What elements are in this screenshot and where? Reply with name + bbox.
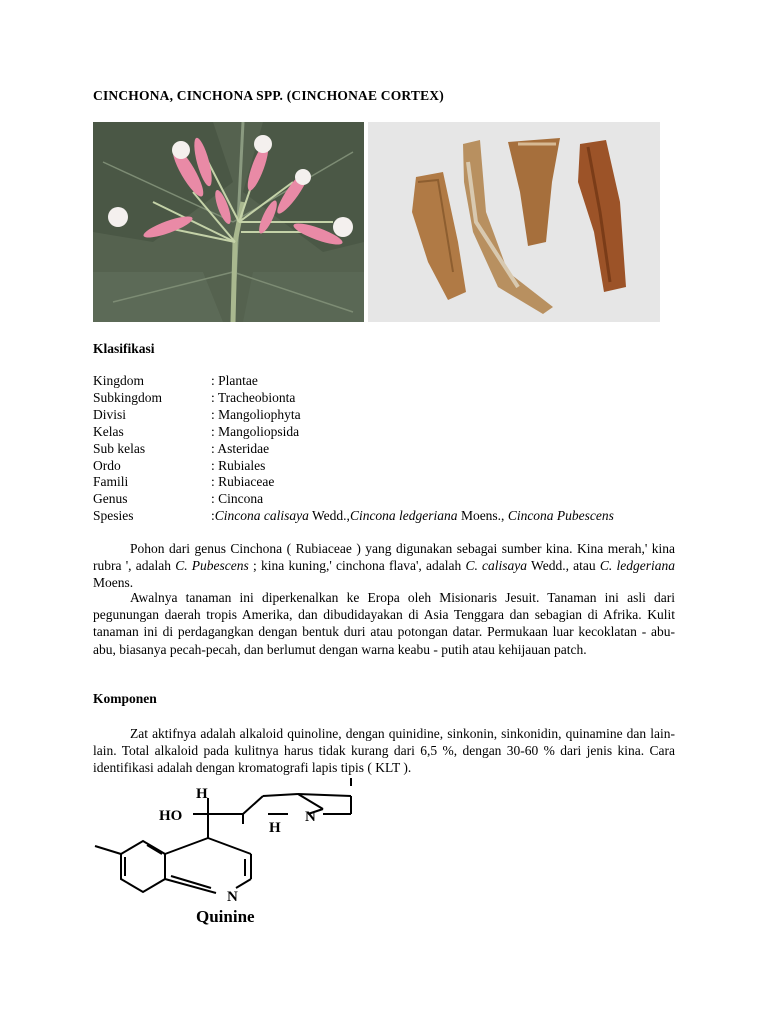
structure-caption: Quinine: [196, 907, 255, 926]
classification-label: Ordo: [93, 457, 121, 473]
classification-label: Kingdom: [93, 373, 145, 388]
classification-label: Divisi: [93, 406, 127, 422]
classification-value: : Mangoliophyta: [211, 406, 301, 422]
para-text: ; kina kuning,' cinchona flava', adalah: [248, 558, 466, 574]
classification-row: [93, 424, 693, 441]
species-authority: Wedd.,: [308, 508, 350, 524]
classification-row: [93, 390, 693, 407]
species-row: [93, 508, 693, 525]
species-prefix: :: [211, 508, 215, 524]
classification-value: : Mangoliopsida: [211, 423, 300, 439]
paragraph-cinchona-description: [93, 540, 675, 592]
para-text: Awalnya tanaman ini diperkenalkan ke Eropa oleh Misionaris Jesuit. Tanaman ini asli dari pegunungan daerah tropis Amerika, dan dibudidayakan di Asia Tenggara dan sebagian di Afrika. Kulit tanaman ini di perdagangkan dengan bentuk duri atau potongan datar. Permukaan luar kecoklatan - abu-abu, biasanya pecah-pecah, dan berlumut dengan warna keabu - putih atau kehijauan patch.: [93, 590, 675, 657]
classification-value: : Rubiales: [211, 457, 266, 473]
species-name: Cincona Pubescens: [507, 508, 614, 524]
structure-h-bottom: H: [269, 820, 281, 836]
species-label: Spesies: [93, 508, 134, 524]
classification-row: [93, 441, 693, 458]
species-authority: Moens.,: [457, 508, 508, 524]
classification-table: [93, 373, 693, 525]
para-text: Moens.: [93, 575, 134, 591]
cinchona-bark-photo: [368, 122, 660, 322]
quinine-structure-diagram: [93, 776, 368, 926]
species-name: Cincona ledgeriana: [349, 508, 458, 524]
classification-value: : Cincona: [211, 491, 264, 507]
document-title: CINCHONA, CINCHONA SPP. (CINCHONAE CORTEX): [93, 88, 444, 103]
klasifikasi-heading: Klasifikasi: [93, 341, 155, 356]
komponen-heading: Komponen: [93, 691, 157, 706]
cinchona-flower-photo: [93, 122, 364, 322]
classification-label: Sub kelas: [93, 440, 146, 456]
para-text: Pohon dari genus Cinchona ( Rubiaceae ) yang digunakan sebagai sumber kina. Kina merah,' kina rubra ', adalah: [93, 541, 675, 574]
structure-ho: HO: [159, 808, 183, 824]
structure-n-ring: N: [305, 809, 316, 825]
classification-row: [93, 491, 693, 508]
paragraph-components: [93, 725, 675, 777]
classification-label: Genus: [93, 491, 128, 507]
classification-label: Kelas: [93, 423, 124, 439]
classification-row: [93, 373, 693, 390]
classification-row: [93, 474, 693, 491]
classification-row: [93, 458, 693, 475]
classification-label: Subkingdom: [93, 389, 163, 405]
classification-value: : Plantae: [211, 373, 258, 388]
structure-h-top: H: [196, 786, 208, 802]
structure-n-quinoline: N: [227, 889, 238, 905]
species-name: Cincona calisaya: [214, 508, 309, 524]
classification-value: : Asteridae: [211, 440, 270, 456]
classification-value: : Tracheobionta: [211, 389, 296, 405]
classification-row: [93, 407, 693, 424]
para-text: Wedd., atau: [527, 558, 600, 574]
para-italic: C. calisaya: [465, 558, 528, 574]
classification-value: : Rubiaceae: [211, 474, 275, 490]
para-italic: C. ledgeriana: [599, 558, 676, 574]
para-text: Zat aktifnya adalah alkaloid quinoline, dengan quinidine, sinkonin, sinkonidin, quinamine dan lain-lain. Total alkaloid pada kulitnya harus tidak kurang dari 6,5 %, dengan 30-60 % dari jenis kina. Cara identifikasi adalah dengan kromatografi lapis tipis ( KLT ).: [93, 726, 675, 776]
species-value: [211, 508, 614, 525]
classification-label: Famili: [93, 474, 129, 490]
paragraph-origin: [93, 589, 675, 658]
para-italic: C. Pubescens: [175, 558, 249, 574]
